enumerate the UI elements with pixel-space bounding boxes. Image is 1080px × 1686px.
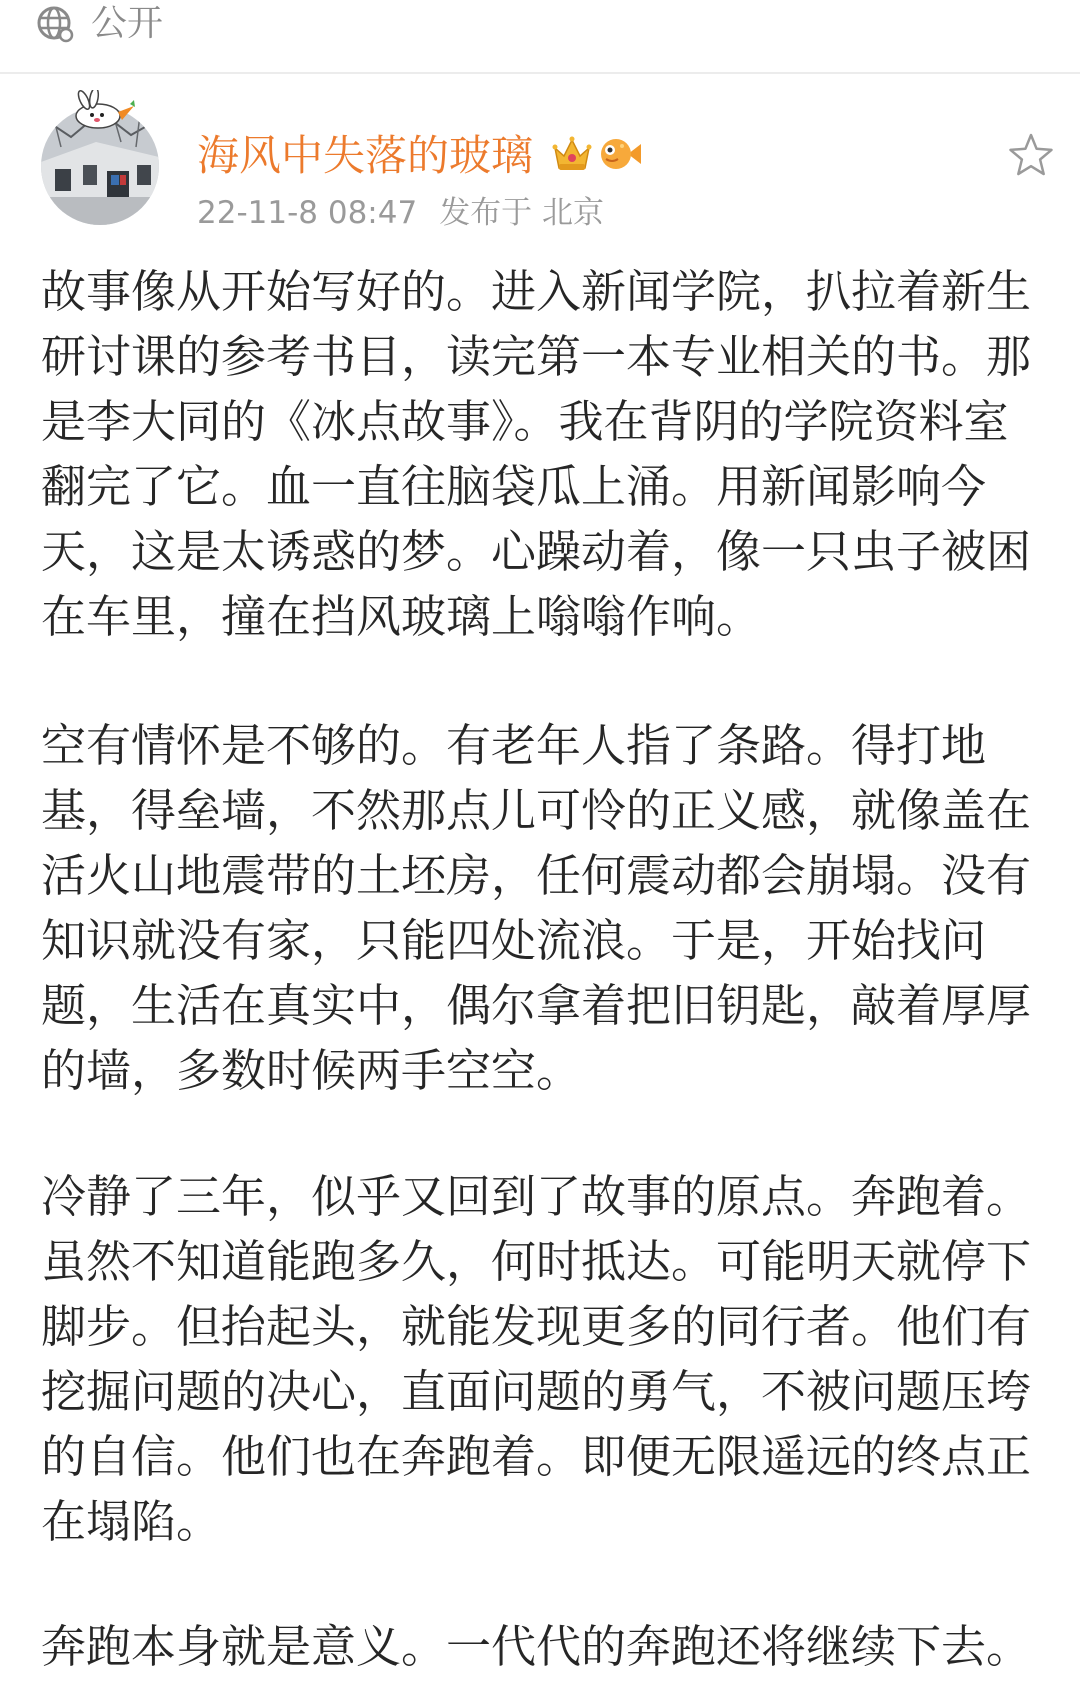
star-icon[interactable] xyxy=(1008,132,1054,178)
post-paragraph xyxy=(41,713,1071,1103)
bunny-pendant-icon xyxy=(64,90,136,130)
globe-icon xyxy=(35,4,75,44)
text-line: 知识就没有家，只能四处流浪。于是，开始找问 xyxy=(41,914,987,967)
text-line: 翻完了它。血一直往脑袋瓜上涌。用新闻影响今 xyxy=(41,460,987,513)
fish-icon[interactable] xyxy=(598,134,642,174)
text-line: 奔跑本身就是意义。一代代的奔跑还将继续下去。 xyxy=(41,1620,1032,1673)
text-line: 冷静了三年，似乎又回到了故事的原点。奔跑着。 xyxy=(41,1170,1032,1223)
text-line: 的墙，多数时候两手空空。 xyxy=(41,1044,582,1097)
crown-icon[interactable] xyxy=(551,134,593,174)
text-line: 是李大同的《冰点故事》。我在背阴的学院资料室 xyxy=(41,395,1009,448)
text-line: 虽然不知道能跑多久，何时抵达。可能明天就停下 xyxy=(41,1235,1032,1288)
text-line: 题，生活在真实中，偶尔拿着把旧钥匙，敲着厚厚 xyxy=(41,979,1032,1032)
text-line: 的自信。他们也在奔跑着。即便无限遥远的终点正 xyxy=(41,1430,1032,1483)
post-paragraph xyxy=(41,259,1071,649)
visibility-bar[interactable] xyxy=(0,0,1080,72)
post-meta xyxy=(197,193,604,233)
text-line: 天，这是太诱惑的梦。心躁动着，像一只虫子被困 xyxy=(41,525,1032,578)
text-line: 活火山地震带的土坯房，任何震动都会崩塌。没有 xyxy=(41,849,1032,902)
text-line: 脚步。但抬起头，就能发现更多的同行者。他们有 xyxy=(41,1300,1032,1353)
text-line: 故事像从开始写好的。进入新闻学院，扒拉着新生 xyxy=(41,265,1032,318)
post-paragraph xyxy=(41,1164,1071,1554)
post-header xyxy=(0,80,1080,250)
text-line: 在车里，撞在挡风玻璃上嗡嗡作响。 xyxy=(41,590,762,643)
post-time: 22-11-8 08:47 xyxy=(197,195,418,231)
author-name[interactable]: 海风中失落的玻璃 xyxy=(197,131,534,180)
text-line: 在塌陷。 xyxy=(41,1495,222,1548)
post-source: 发布于 北京 xyxy=(439,195,605,231)
text-line: 空有情怀是不够的。有老年人指了条路。得打地 xyxy=(41,719,987,772)
text-line: 研讨课的参考书目，读完第一本专业相关的书。那 xyxy=(41,330,1032,383)
text-line: 基，得垒墙，不然那点儿可怜的正义感，就像盖在 xyxy=(41,784,1032,837)
visibility-label: 公开 xyxy=(91,3,164,44)
divider xyxy=(0,72,1080,74)
post-paragraph xyxy=(41,1614,1071,1679)
text-line: 挖掘问题的决心，直面问题的勇气，不被问题压垮 xyxy=(41,1365,1032,1418)
